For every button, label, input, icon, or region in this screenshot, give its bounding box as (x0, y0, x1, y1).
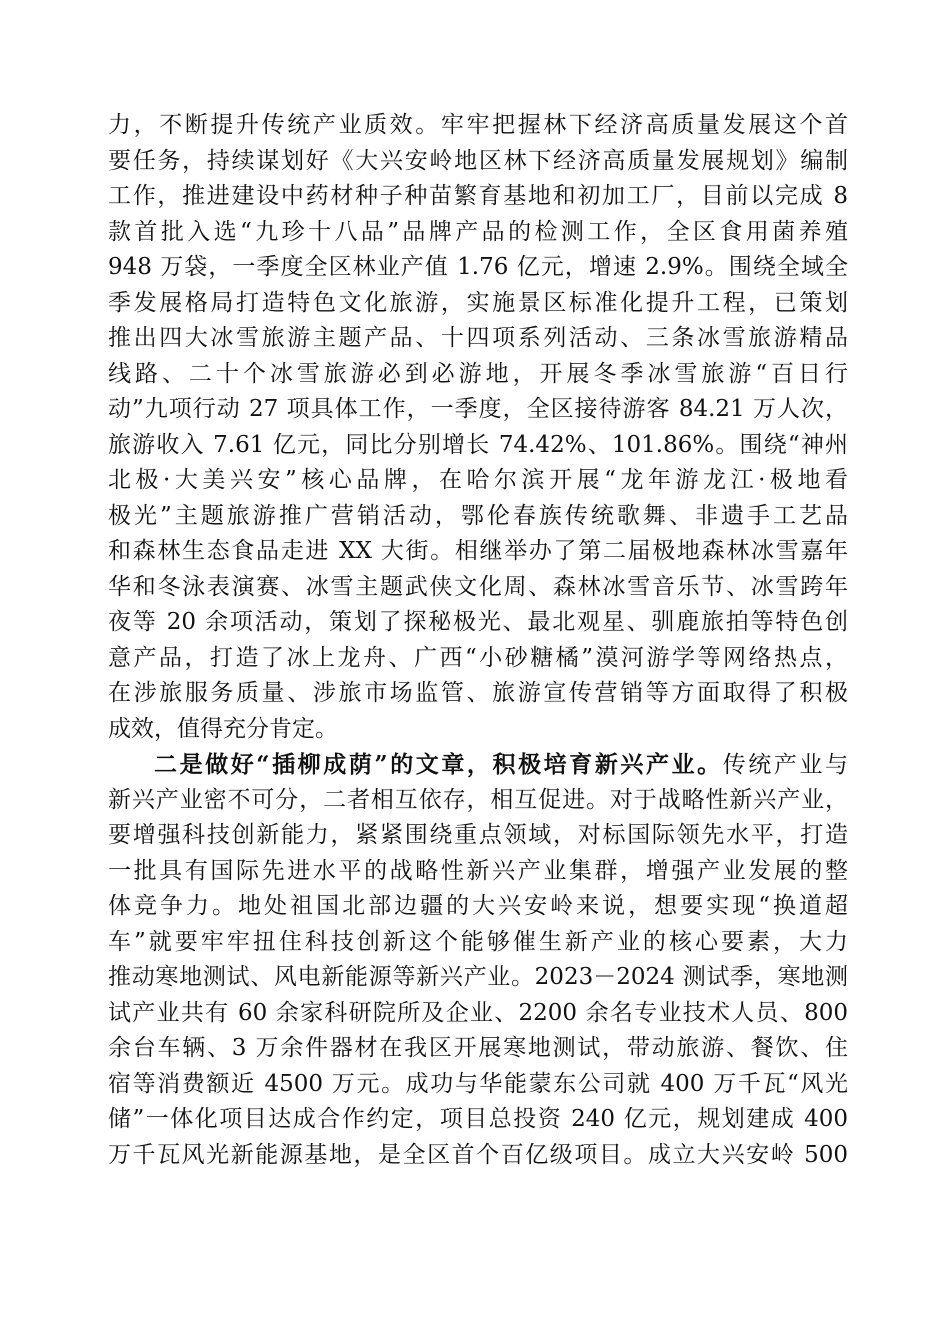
text-line: 动”九项行动 27 项具体工作，一季度，全区接待游客 84.21 万人次， (108, 396, 848, 422)
text-line: 力，不断提升传统产业质效。牢牢把握林下经济高质量发展这个首 (108, 112, 848, 138)
text-line: 要增强科技创新能力，紧紧围绕重点领域，对标国际领先水平，打造 (108, 822, 848, 848)
text-line: 宿等消费额近 4500 万元。成功与华能蒙东公司就 400 万千瓦“风光 (108, 1070, 848, 1097)
text-line: 储”一体化项目达成合作约定，项目总投资 240 亿元，规划建成 400 (108, 1106, 848, 1132)
text-line: 和森林生态食品走进 XX 大街。相继举办了第二届极地森林冰雪嘉年 (108, 538, 848, 564)
paragraph-2 (108, 747, 848, 1173)
text-line: 万千瓦风光新能源基地，是全区首个百亿级项目。成立大兴安岭 500 (108, 1141, 848, 1168)
text-line: 极光”主题旅游推广营销活动，鄂伦春族传统歌舞、非遗手工艺品 (108, 502, 848, 529)
text-line: 余台车辆、3 万余件器材在我区开展寒地测试，带动旅游、餐饮、住 (108, 1035, 848, 1061)
text-line: 体竞争力。地处祖国北部边疆的大兴安岭来说，想要实现“换道超 (108, 893, 848, 919)
text-line: 工作，推进建设中药材种子种苗繁育基地和初加工厂，目前以完成 8 (108, 183, 848, 209)
text-line: 线路、二十个冰雪旅游必到必游地，开展冬季冰雪旅游“百日行 (108, 360, 848, 387)
text-line: 一批具有国际先进水平的战略性新兴产业集群，增强产业发展的整 (108, 857, 848, 884)
text-line: 旅游收入 7.61 亿元，同比分别增长 74.42%、101.86%。围绕“神州 (108, 431, 848, 458)
text-line: 试产业共有 60 余家科研院所及企业、2200 余名专业技术人员、800 (108, 999, 848, 1026)
text-line: 车”就要牢牢扭住科技创新这个能够催生新产业的核心要素，大力 (108, 928, 848, 955)
text-line: 在涉旅服务质量、涉旅市场监管、旅游宣传营销等方面取得了积极 (108, 680, 848, 706)
text-line: 要任务，持续谋划好《大兴安岭地区林下经济高质量发展规划》编制 (108, 147, 848, 174)
text-line: 款首批入选“九珍十八品”品牌产品的检测工作，全区食用菌养殖 (108, 218, 848, 245)
text-line: 北极·大美兴安”核心品牌，在哈尔滨开展“龙年游龙江·极地看 (108, 467, 848, 493)
heading-trailing-text: 传统产业与 (722, 752, 848, 778)
text-line: 夜等 20 余项活动，策划了探秘极光、最北观星、驯鹿旅拍等特色创 (108, 609, 848, 635)
text-line: 新兴产业密不可分，二者相互依存，相互促进。对于战略性新兴产业， (108, 786, 848, 813)
text-line: 成效，值得充分肯定。 (108, 715, 338, 742)
text-line: 季发展格局打造特色文化旅游，实施景区标准化提升工程，已策划 (108, 289, 848, 316)
text-line: 推出四大冰雪旅游主题产品、十四项系列活动、三条冰雪旅游精品 (108, 325, 848, 351)
text-line: 华和冬泳表演赛、冰雪主题武侠文化周、森林冰雪音乐节、冰雪跨年 (108, 573, 848, 600)
paragraph-1 (108, 108, 848, 747)
text-line: 意产品，打造了冰上龙舟、广西“小砂糖橘”漠河游学等网络热点， (108, 644, 848, 671)
paragraph-first-line (108, 747, 848, 783)
section-heading: 二是做好“插柳成荫”的文章，积极培育新兴产业。 (154, 751, 723, 778)
body-text (108, 108, 848, 1173)
text-line: 948 万袋，一季度全区林业产值 1.76 亿元，增速 2.9%。围绕全域全 (108, 254, 848, 280)
text-line: 推动寒地测试、风电新能源等新兴产业。2023－2024 测试季，寒地测 (108, 964, 848, 990)
